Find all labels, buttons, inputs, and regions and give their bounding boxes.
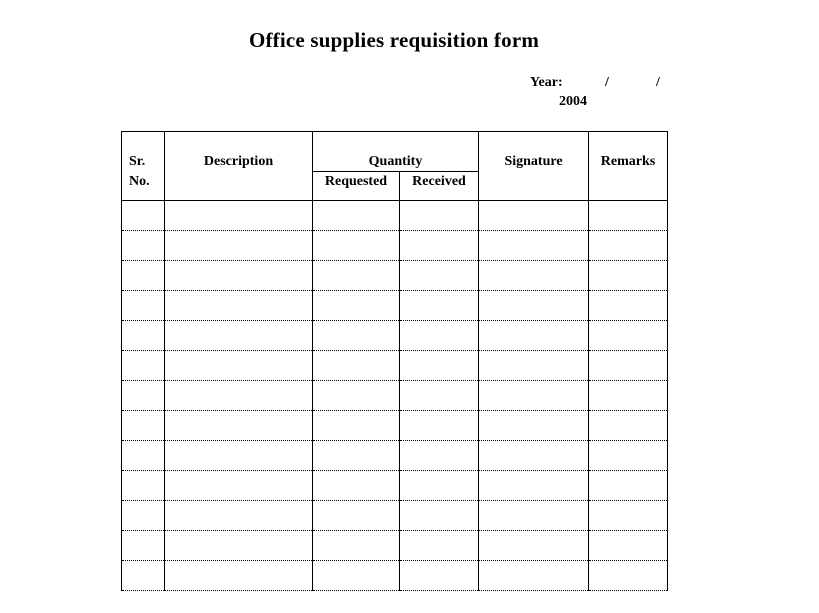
blank-cell-signature[interactable] bbox=[479, 201, 589, 231]
blank-cell-received[interactable] bbox=[400, 471, 479, 501]
blank-cell-received[interactable] bbox=[400, 531, 479, 561]
blank-cell-remarks[interactable] bbox=[589, 231, 668, 261]
table-row bbox=[122, 321, 668, 351]
blank-cell-sr-no[interactable] bbox=[122, 531, 165, 561]
table-row bbox=[122, 441, 668, 471]
blank-cell-sr-no[interactable] bbox=[122, 471, 165, 501]
table-row bbox=[122, 381, 668, 411]
blank-cell-requested[interactable] bbox=[313, 291, 400, 321]
blank-cell-description[interactable] bbox=[165, 261, 313, 291]
table-row bbox=[122, 291, 668, 321]
blank-cell-description[interactable] bbox=[165, 411, 313, 441]
header-sr-no bbox=[122, 132, 165, 201]
table-row bbox=[122, 501, 668, 531]
blank-cell-received[interactable] bbox=[400, 501, 479, 531]
blank-cell-remarks[interactable] bbox=[589, 201, 668, 231]
blank-cell-description[interactable] bbox=[165, 531, 313, 561]
year-separator-1: / bbox=[605, 75, 609, 90]
blank-cell-description[interactable] bbox=[165, 471, 313, 501]
blank-cell-signature[interactable] bbox=[479, 261, 589, 291]
blank-cell-signature[interactable] bbox=[479, 231, 589, 261]
blank-cell-requested[interactable] bbox=[313, 561, 400, 591]
blank-cell-received[interactable] bbox=[400, 561, 479, 591]
blank-cell-sr-no[interactable] bbox=[122, 381, 165, 411]
blank-cell-received[interactable] bbox=[400, 231, 479, 261]
blank-cell-description[interactable] bbox=[165, 561, 313, 591]
blank-cell-description[interactable] bbox=[165, 201, 313, 231]
blank-cell-sr-no[interactable] bbox=[122, 441, 165, 471]
blank-cell-remarks[interactable] bbox=[589, 291, 668, 321]
blank-cell-received[interactable] bbox=[400, 411, 479, 441]
header-quantity: Quantity bbox=[313, 132, 479, 172]
year-label: Year: bbox=[530, 75, 563, 90]
blank-cell-signature[interactable] bbox=[479, 441, 589, 471]
year-block bbox=[530, 75, 670, 109]
blank-cell-signature[interactable] bbox=[479, 291, 589, 321]
blank-cell-requested[interactable] bbox=[313, 261, 400, 291]
blank-cell-description[interactable] bbox=[165, 441, 313, 471]
blank-cell-description[interactable] bbox=[165, 381, 313, 411]
year-line bbox=[530, 75, 670, 93]
blank-cell-sr-no[interactable] bbox=[122, 201, 165, 231]
table-row bbox=[122, 201, 668, 231]
blank-cell-remarks[interactable] bbox=[589, 561, 668, 591]
blank-cell-description[interactable] bbox=[165, 321, 313, 351]
year-separator-2: / bbox=[656, 75, 660, 90]
blank-cell-received[interactable] bbox=[400, 321, 479, 351]
header-remarks: Remarks bbox=[589, 132, 668, 201]
blank-cell-received[interactable] bbox=[400, 441, 479, 471]
blank-cell-remarks[interactable] bbox=[589, 531, 668, 561]
blank-cell-sr-no[interactable] bbox=[122, 231, 165, 261]
blank-cell-received[interactable] bbox=[400, 351, 479, 381]
blank-cell-signature[interactable] bbox=[479, 531, 589, 561]
blank-cell-requested[interactable] bbox=[313, 411, 400, 441]
header-sr-line1: Sr. bbox=[129, 154, 146, 169]
blank-cell-remarks[interactable] bbox=[589, 261, 668, 291]
blank-cell-requested[interactable] bbox=[313, 441, 400, 471]
header-signature: Signature bbox=[479, 132, 589, 201]
blank-cell-requested[interactable] bbox=[313, 531, 400, 561]
blank-cell-sr-no[interactable] bbox=[122, 561, 165, 591]
blank-cell-signature[interactable] bbox=[479, 501, 589, 531]
header-received: Received bbox=[400, 172, 479, 201]
blank-cell-sr-no[interactable] bbox=[122, 291, 165, 321]
blank-cell-remarks[interactable] bbox=[589, 321, 668, 351]
blank-cell-signature[interactable] bbox=[479, 471, 589, 501]
blank-cell-remarks[interactable] bbox=[589, 351, 668, 381]
blank-cell-received[interactable] bbox=[400, 261, 479, 291]
blank-cell-signature[interactable] bbox=[479, 381, 589, 411]
blank-cell-sr-no[interactable] bbox=[122, 411, 165, 441]
blank-cell-requested[interactable] bbox=[313, 501, 400, 531]
blank-cell-requested[interactable] bbox=[313, 351, 400, 381]
requisition-table bbox=[121, 131, 668, 591]
table-body bbox=[122, 201, 668, 591]
table-row bbox=[122, 471, 668, 501]
year-value: 2004 bbox=[559, 94, 587, 109]
blank-cell-requested[interactable] bbox=[313, 381, 400, 411]
blank-cell-received[interactable] bbox=[400, 291, 479, 321]
header-requested: Requested bbox=[313, 172, 400, 201]
blank-cell-received[interactable] bbox=[400, 201, 479, 231]
blank-cell-remarks[interactable] bbox=[589, 471, 668, 501]
header-sr-line2: No. bbox=[129, 174, 150, 189]
blank-cell-sr-no[interactable] bbox=[122, 261, 165, 291]
blank-cell-description[interactable] bbox=[165, 291, 313, 321]
blank-cell-signature[interactable] bbox=[479, 411, 589, 441]
blank-cell-requested[interactable] bbox=[313, 471, 400, 501]
blank-cell-requested[interactable] bbox=[313, 201, 400, 231]
table-row bbox=[122, 531, 668, 561]
blank-cell-requested[interactable] bbox=[313, 231, 400, 261]
blank-cell-remarks[interactable] bbox=[589, 381, 668, 411]
table-row bbox=[122, 231, 668, 261]
blank-cell-sr-no[interactable] bbox=[122, 501, 165, 531]
blank-cell-signature[interactable] bbox=[479, 351, 589, 381]
table-row bbox=[122, 561, 668, 591]
table-row bbox=[122, 261, 668, 291]
blank-cell-sr-no[interactable] bbox=[122, 351, 165, 381]
blank-cell-signature[interactable] bbox=[479, 561, 589, 591]
header-description: Description bbox=[165, 132, 313, 201]
blank-cell-remarks[interactable] bbox=[589, 441, 668, 471]
blank-cell-description[interactable] bbox=[165, 231, 313, 261]
blank-cell-description[interactable] bbox=[165, 501, 313, 531]
form-title: Office supplies requisition form bbox=[248, 28, 540, 52]
header-row bbox=[122, 132, 668, 172]
blank-cell-sr-no[interactable] bbox=[122, 321, 165, 351]
blank-cell-signature[interactable] bbox=[479, 321, 589, 351]
blank-cell-remarks[interactable] bbox=[589, 501, 668, 531]
blank-cell-remarks[interactable] bbox=[589, 411, 668, 441]
table-row bbox=[122, 411, 668, 441]
blank-cell-requested[interactable] bbox=[313, 321, 400, 351]
blank-cell-description[interactable] bbox=[165, 351, 313, 381]
table-row bbox=[122, 351, 668, 381]
blank-cell-received[interactable] bbox=[400, 381, 479, 411]
